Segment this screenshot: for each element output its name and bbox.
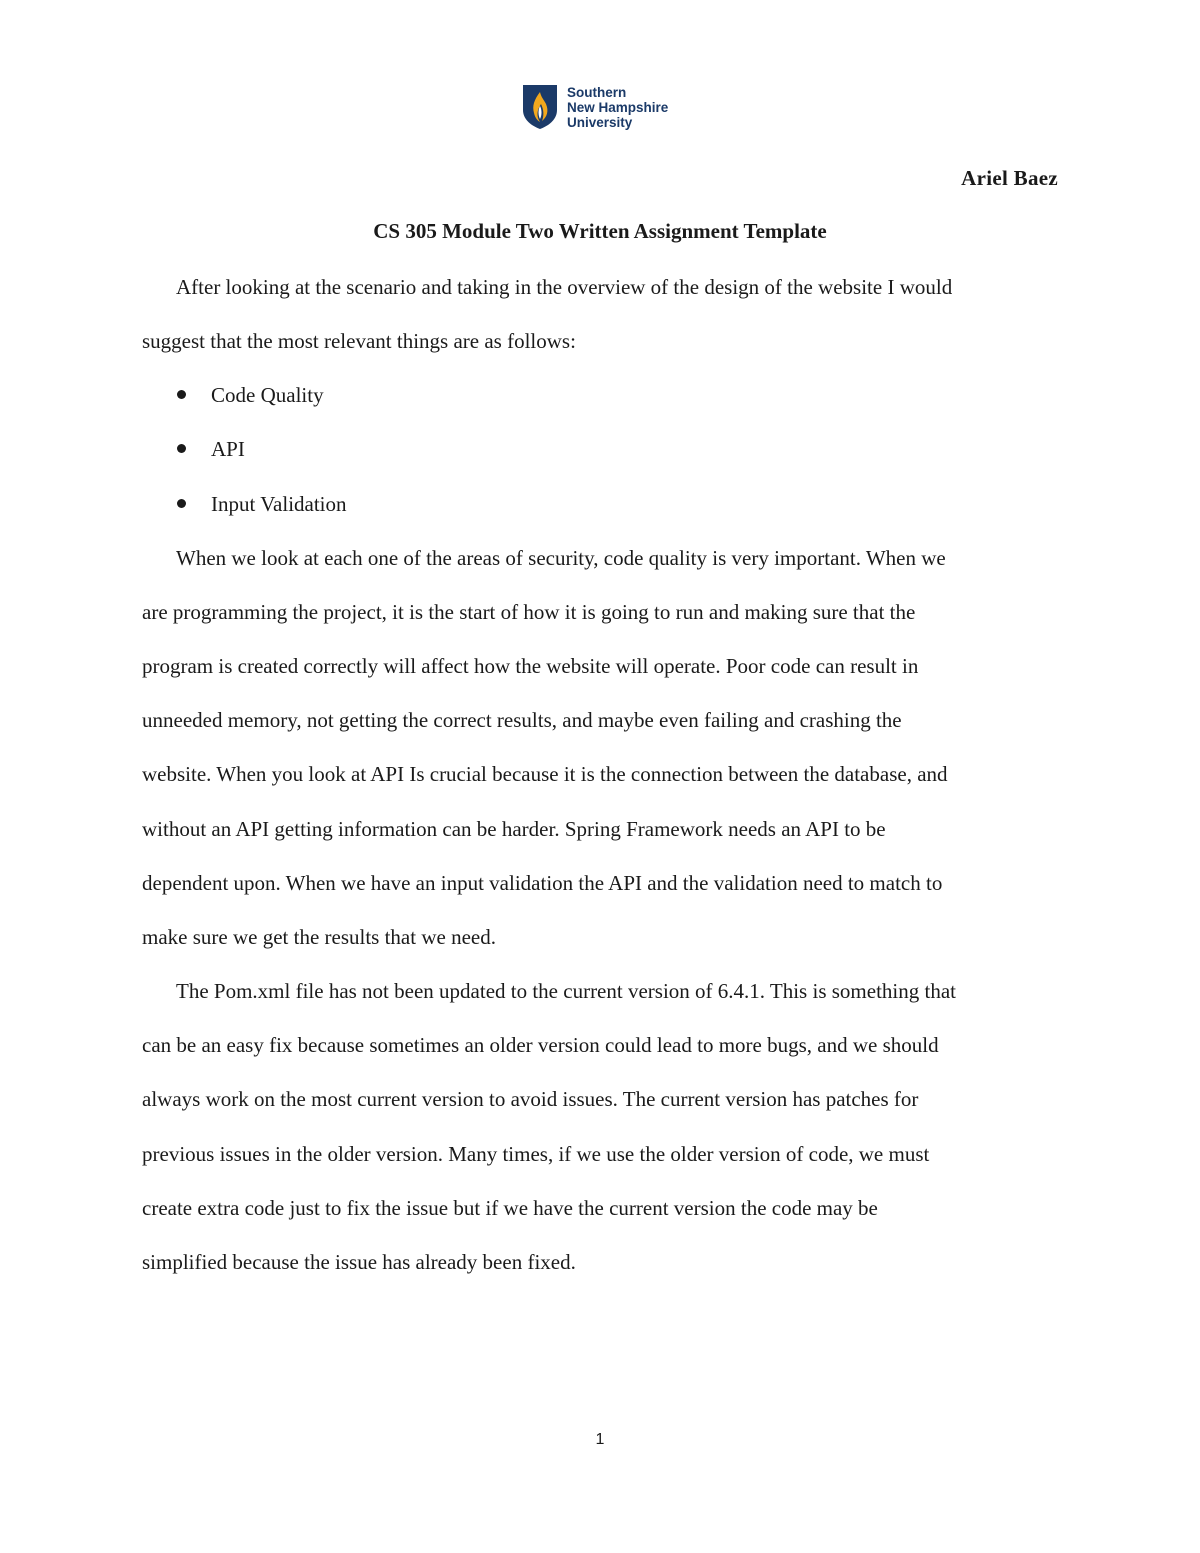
- bullet-item-input-validation: Input Validation: [211, 492, 347, 516]
- bullet-icon: [177, 390, 186, 399]
- bullet-icon: [177, 499, 186, 508]
- paragraph1-line-6: without an API getting information can be harder. Spring Framework needs an API to be: [142, 817, 886, 841]
- paragraph2-line-5: create extra code just to fix the issue but if we have the current version the code may be: [142, 1196, 878, 1220]
- logo-line-2: New Hampshire: [567, 99, 669, 115]
- paragraph1-line-3: program is created correctly will affect how the website will operate. Poor code can result in: [142, 654, 919, 678]
- paragraph2-line-1: The Pom.xml file has not been updated to the current version of 6.4.1. This is something that: [176, 979, 956, 1003]
- paragraph1-line-5: website. When you look at API Is crucial because it is the connection between the database, and: [142, 762, 948, 786]
- paragraph1-line-1: When we look at each one of the areas of security, code quality is very important. When we: [176, 546, 946, 570]
- logo-line-3: University: [567, 114, 633, 130]
- intro-line-1: After looking at the scenario and taking in the overview of the design of the website I would: [176, 275, 953, 299]
- paragraph2-line-4: previous issues in the older version. Many times, if we use the older version of code, we must: [142, 1142, 930, 1166]
- logo-wordmark: [567, 85, 668, 130]
- bullet-item-api: API: [211, 437, 245, 461]
- paragraph1-line-8: make sure we get the results that we need.: [142, 925, 496, 949]
- paragraph1-line-2: are programming the project, it is the start of how it is going to run and making sure that the: [142, 600, 916, 624]
- bullet-icon: [177, 444, 186, 453]
- author-name: Ariel Baez: [961, 166, 1058, 190]
- page-number: 1: [595, 1431, 605, 1448]
- paragraph1-line-4: unneeded memory, not getting the correct results, and maybe even failing and crashing the: [142, 708, 902, 732]
- university-logo: [522, 84, 668, 130]
- logo-line-1: Southern: [567, 84, 627, 100]
- paragraph2-line-6: simplified because the issue has already been fixed.: [142, 1250, 576, 1274]
- intro-line-2: suggest that the most relevant things are as follows:: [142, 329, 576, 353]
- bullet-item-code-quality: Code Quality: [211, 383, 324, 407]
- paragraph2-line-3: always work on the most current version to avoid issues. The current version has patches for: [142, 1087, 919, 1111]
- paragraph1-line-7: dependent upon. When we have an input validation the API and the validation need to match to: [142, 871, 943, 895]
- paragraph2-line-2: can be an easy fix because sometimes an older version could lead to more bugs, and we should: [142, 1033, 939, 1057]
- shield-flame-icon: [522, 84, 558, 130]
- document-title: CS 305 Module Two Written Assignment Template: [373, 219, 827, 243]
